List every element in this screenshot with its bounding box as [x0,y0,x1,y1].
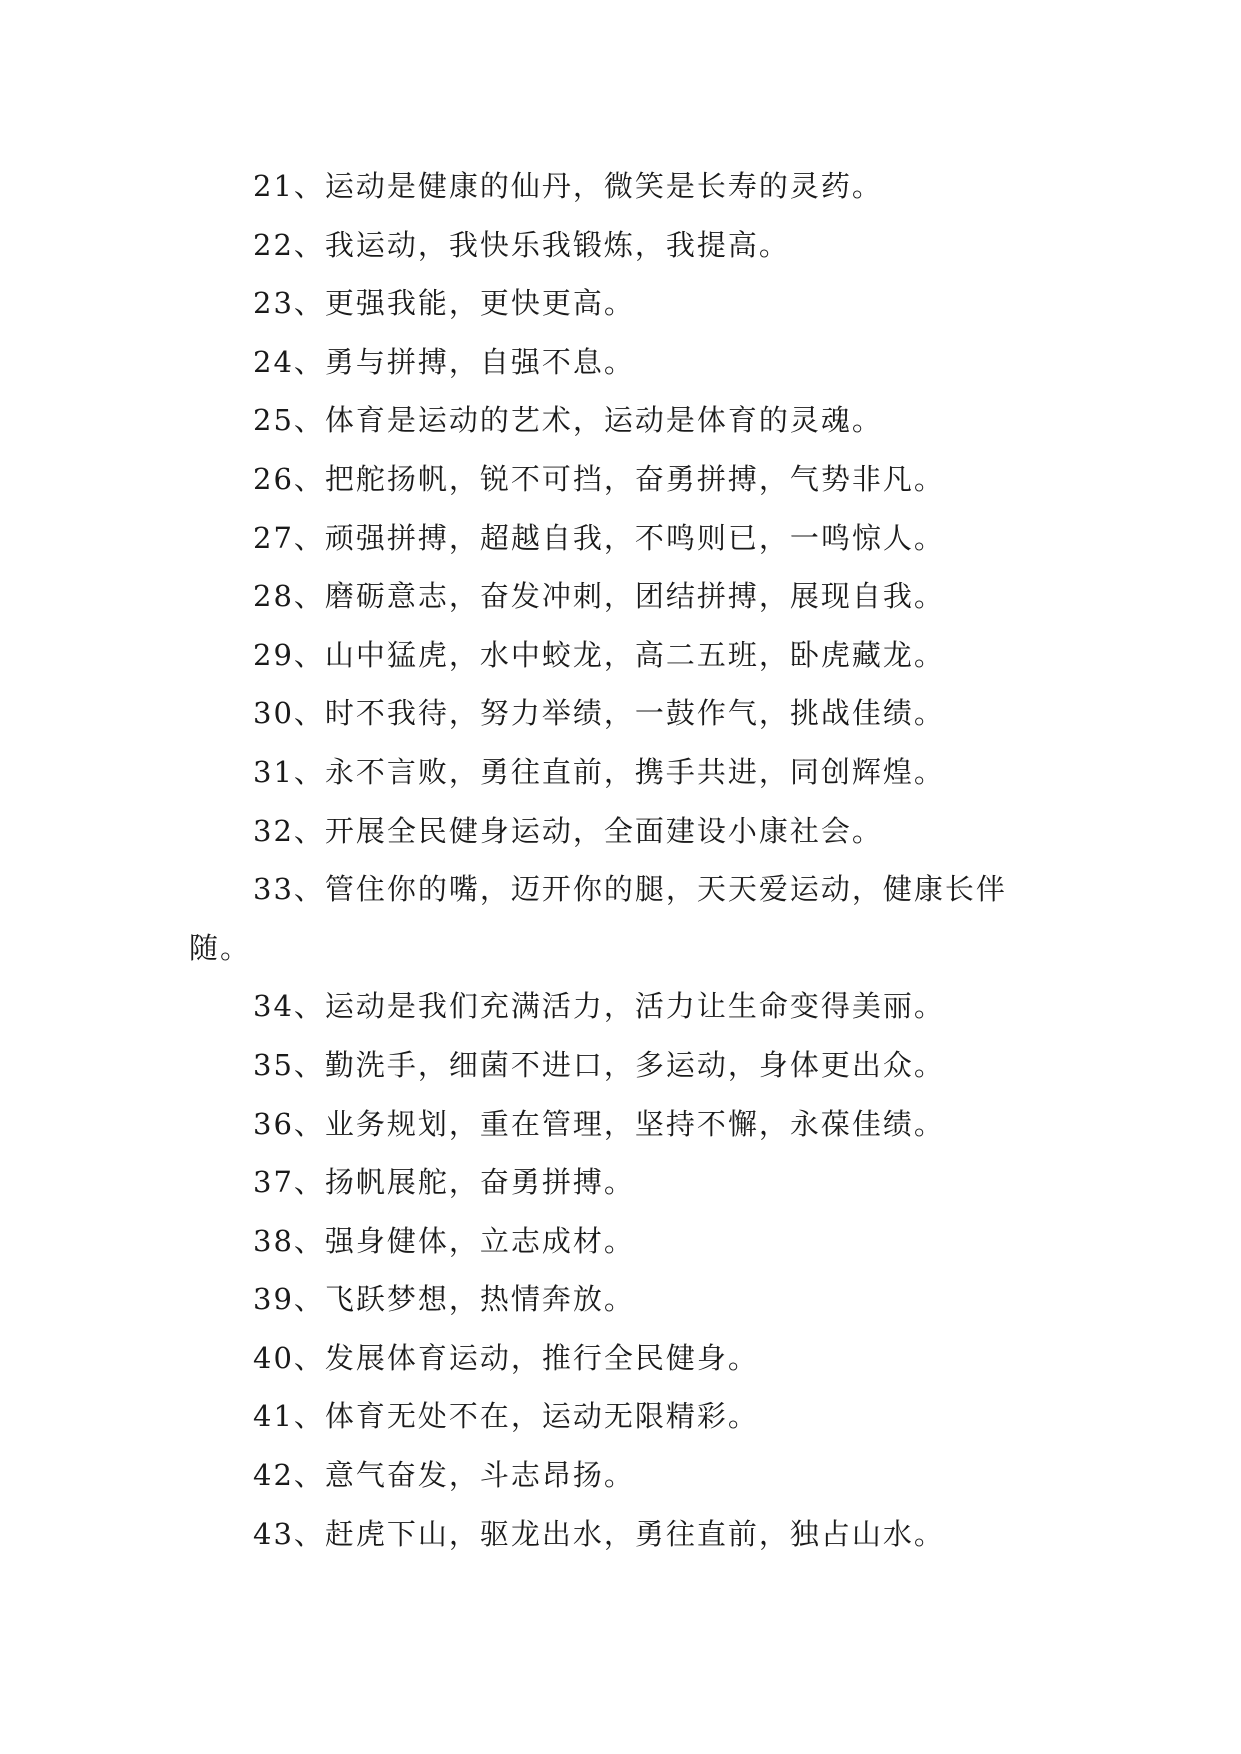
list-item: 27、顽强拼搏，超越自我，不鸣则已，一鸣惊人。 [253,520,945,555]
list-item: 26、把舵扬帆，锐不可挡，奋勇拼搏，气势非凡。 [253,461,945,496]
list-item: 24、勇与拼搏，自强不息。 [253,344,635,379]
list-item: 29、山中猛虎，水中蛟龙，高二五班，卧虎藏龙。 [253,637,945,672]
list-item: 30、时不我待，努力举绩，一鼓作气，挑战佳绩。 [253,696,945,731]
list-item: 35、勤洗手，细菌不进口，多运动，身体更出众。 [253,1047,945,1082]
list-item: 28、磨砺意志，奋发冲刺，团结拼搏，展现自我。 [253,579,945,614]
list-item: 43、赶虎下山，驱龙出水，勇往直前，独占山水。 [253,1516,945,1551]
list-item: 25、体育是运动的艺术，运动是体育的灵魂。 [253,403,883,438]
list-item: 38、强身健体，立志成材。 [253,1223,635,1258]
list-item: 37、扬帆展舵，奋勇拼搏。 [253,1165,635,1200]
list-item: 33、管住你的嘴，迈开你的腿，天天爱运动，健康长伴 [253,872,1007,907]
slogan-list [189,157,1069,1563]
list-item: 21、运动是健康的仙丹，微笑是长寿的灵药。 [253,169,883,203]
list-item-continuation: 随。 [189,930,252,965]
list-item: 42、意气奋发，斗志昂扬。 [253,1458,635,1493]
list-item: 34、运动是我们充满活力，活力让生命变得美丽。 [253,989,945,1024]
list-item: 41、体育无处不在，运动无限精彩。 [253,1399,759,1434]
list-item: 31、永不言败，勇往直前，携手共进，同创辉煌。 [253,754,945,789]
list-item: 40、发展体育运动，推行全民健身。 [253,1340,759,1375]
list-item: 23、更强我能，更快更高。 [253,286,635,321]
list-item: 39、飞跃梦想，热情奔放。 [253,1282,635,1317]
list-item: 36、业务规划，重在管理，坚持不懈，永葆佳绩。 [253,1106,945,1141]
list-item: 22、我运动，我快乐我锻炼，我提高。 [253,227,790,262]
list-item: 32、开展全民健身运动，全面建设小康社会。 [253,813,883,848]
